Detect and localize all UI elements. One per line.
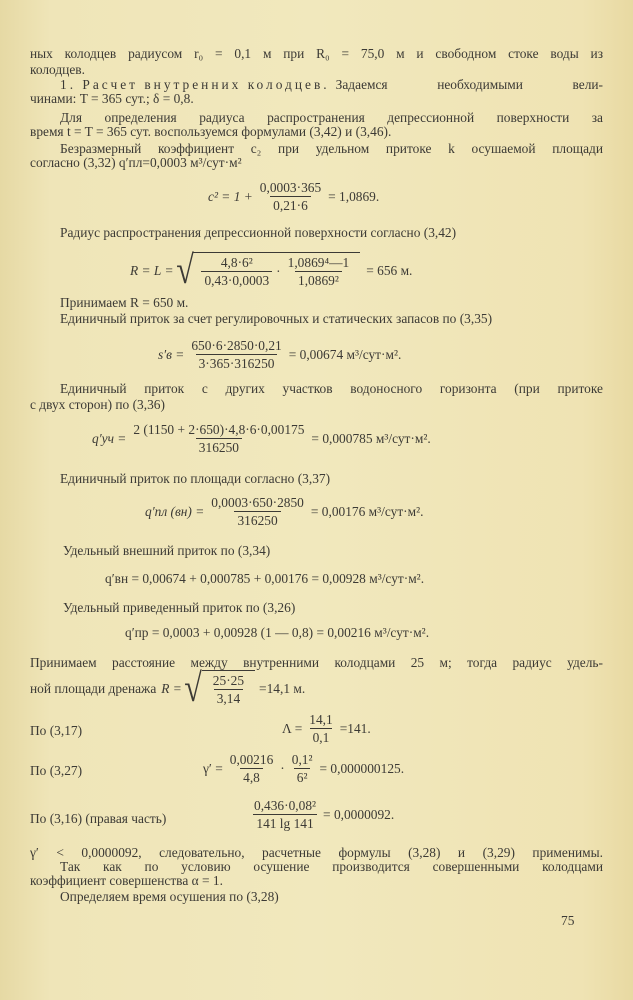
- page-number: 75: [561, 913, 575, 928]
- numerator: 14,1: [309, 712, 333, 727]
- text-line: По (3,27): [30, 763, 83, 778]
- denominator: 0,43·0,0003: [201, 271, 272, 288]
- numerator: 0,0003·365: [259, 180, 322, 195]
- text-line: колодцев.: [30, 62, 85, 77]
- text-line: Радиус распространения депрессионной поверхности согласно (3,42): [60, 225, 457, 240]
- numerator: 0,00216: [229, 752, 274, 767]
- formula-lhs: q′уч =: [92, 431, 127, 446]
- text-line: с двух сторон) по (3,36): [30, 397, 165, 412]
- radical-sign-icon: √: [184, 665, 202, 710]
- denominator: 316250: [196, 438, 242, 455]
- operator: ·: [280, 761, 285, 776]
- text-line: Задаемся необходимыми вели-: [335, 77, 603, 92]
- formula-rhs: = 0,000785 м³/сут·м².: [311, 431, 431, 446]
- formula-quch: [92, 422, 431, 455]
- text-line: По (3,17): [30, 723, 83, 738]
- formula-qpl: [145, 495, 423, 528]
- formula-R: [130, 247, 413, 292]
- formula-lhs: R = L =: [130, 262, 174, 278]
- formula-gamma: [203, 752, 404, 785]
- text-line: Единичный приток по площади согласно (3,37): [60, 471, 331, 486]
- section-heading-line: [60, 77, 603, 92]
- sqrt: [174, 247, 361, 292]
- text-line: Единичный приток с других участков водоносного горизонта (при притоке: [60, 381, 603, 396]
- formula-3-16: [247, 798, 394, 831]
- formula-rhs: = 0,00674 м³/сут·м².: [288, 347, 402, 362]
- numerator: 25·25: [212, 673, 245, 688]
- formula-lambda: [282, 712, 371, 745]
- text-line: ной площади дренажа: [30, 680, 157, 696]
- formula-lhs: c² = 1 +: [208, 189, 253, 204]
- denominator: 3·365·316250: [196, 354, 278, 371]
- formula-rhs: =14,1 м.: [259, 680, 306, 696]
- numerator: 1,0869⁴—1: [287, 255, 350, 270]
- text-line: Безразмерный коэффициент c₂ при удельном притоке k осушаемой площади: [60, 141, 603, 156]
- formula-rhs: =141.: [339, 721, 371, 736]
- text-line: Единичный приток за счет регулировочных и статических запасов по (3,35): [60, 311, 493, 326]
- formula-lhs: γ′ =: [203, 761, 223, 776]
- denominator: 3,14: [214, 689, 243, 706]
- denominator: 141 lg 141: [253, 814, 316, 831]
- text-line: Принимаем R = 650 м.: [60, 295, 189, 310]
- formula-rhs: = 1,0869.: [328, 189, 380, 204]
- formula-lhs: s′в =: [158, 347, 185, 362]
- text-line: Удельный приведенный приток по (3,26): [63, 600, 296, 615]
- text-line: Определяем время осушения по (3,28): [60, 889, 279, 904]
- operator: ·: [276, 264, 281, 279]
- formula-c2: [208, 180, 379, 213]
- denominator: 6²: [294, 768, 311, 785]
- denominator: 0,21·6: [270, 196, 311, 213]
- formula-rhs: = 0,0000092.: [323, 807, 395, 822]
- radical-sign-icon: √: [175, 247, 194, 292]
- formula-Rd-line: [30, 665, 306, 710]
- text-line: время t = T = 365 сут. воспользуемся формулами (3,42) и (3,46).: [30, 124, 392, 139]
- formula-qpr: q′пр = 0,0003 + 0,00928 (1 — 0,8) = 0,00216 м³/сут·м².: [125, 625, 430, 640]
- text-line: согласно (3,32) q′пл=0,0003 м³/сут·м²: [30, 155, 242, 170]
- numerator: 0,0003·650·2850: [211, 495, 304, 510]
- formula-rhs: = 0,000000125.: [319, 761, 405, 776]
- formula-lhs: q′пл (вн) =: [145, 504, 205, 519]
- denominator: 4,8: [240, 768, 263, 785]
- formula-sv: [158, 338, 401, 371]
- text-line: Принимаем расстояние между внутренними колодцами 25 м; тогда радиус удель-: [30, 655, 603, 670]
- formula-lhs: Λ =: [282, 721, 303, 736]
- section-heading: 1. Расчет внутренних колодцев.: [60, 77, 330, 92]
- text-line: ных колодцев радиусом r₀ = 0,1 м при R₀ = 75,0 м и свободном стоке воды из: [30, 46, 603, 61]
- numerator: 650·6·2850·0,21: [191, 338, 282, 353]
- formula-lhs: R =: [161, 680, 182, 696]
- denominator: 316250: [234, 511, 280, 528]
- formula-rhs: = 0,00176 м³/сут·м².: [310, 504, 424, 519]
- numerator: 0,1²: [291, 752, 313, 767]
- text-line: Для определения радиуса распространения депрессионной поверхности за: [60, 110, 603, 125]
- text-line: Так как по условию осушение производится совершенными колодцами: [60, 859, 603, 874]
- numerator: 4,8·6²: [220, 255, 253, 270]
- text-line: γ′ < 0,0000092, следовательно, расчетные формулы (3,28) и (3,29) применимы.: [30, 845, 603, 860]
- text-line: коэффициент совершенства α = 1.: [30, 873, 223, 888]
- text-line: Удельный внешний приток по (3,34): [63, 543, 271, 558]
- numerator: 2 (1150 + 2·650)·4,8·6·0,00175: [133, 422, 305, 437]
- numerator: 0,436·0,08²: [254, 798, 317, 813]
- text-line: По (3,16) (правая часть): [30, 811, 167, 826]
- denominator: 0,1: [310, 728, 333, 745]
- formula-rhs: = 656 м.: [366, 262, 413, 278]
- sqrt: [182, 665, 255, 710]
- text-line: чинами: T = 365 сут.; δ = 0,8.: [30, 91, 194, 106]
- denominator: 1,0869²: [295, 271, 342, 288]
- formula-qvn: q′вн = 0,00674 + 0,000785 + 0,00176 = 0,00928 м³/сут·м².: [105, 571, 425, 586]
